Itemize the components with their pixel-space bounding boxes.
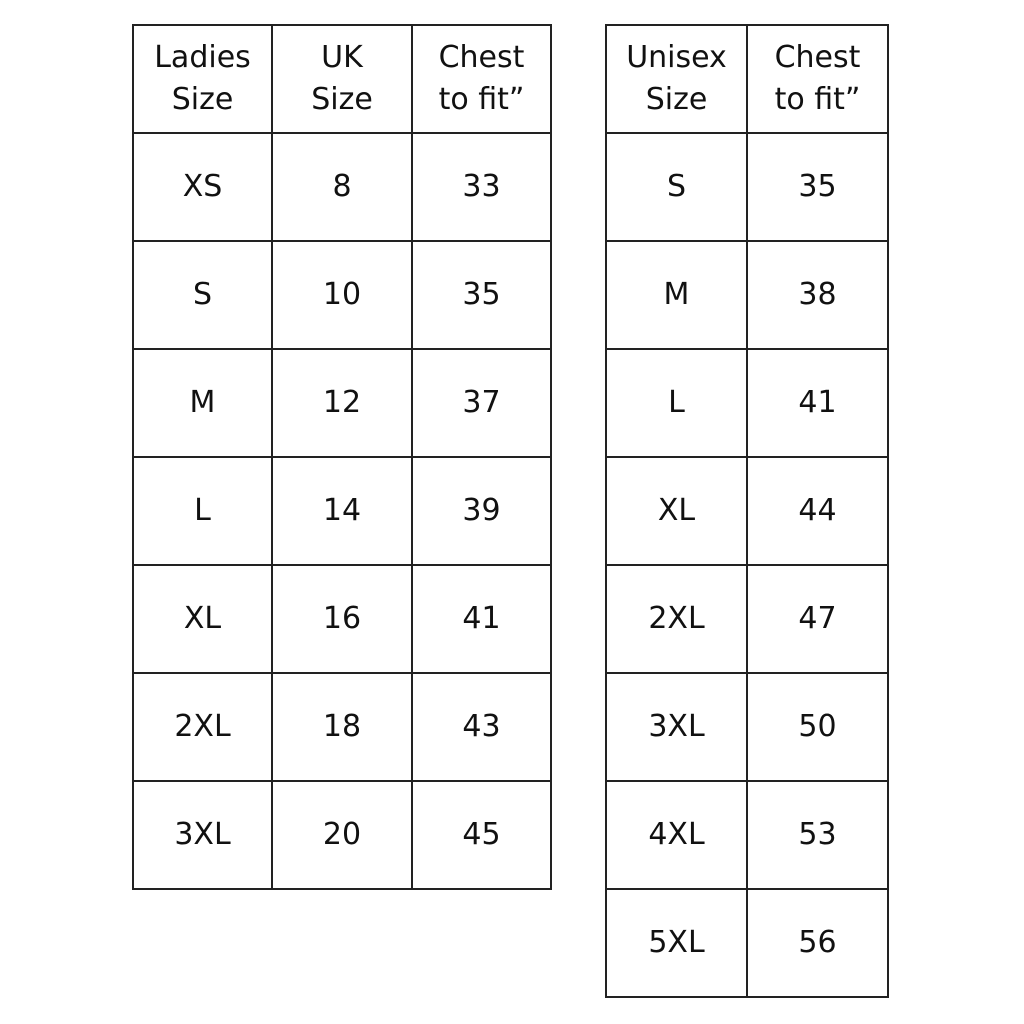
- table-row: [606, 781, 888, 889]
- chest-cell: 38: [747, 241, 888, 349]
- header-line: Size: [311, 82, 373, 117]
- ladies-size-cell: 3XL: [133, 781, 272, 889]
- ladies-size-cell: XS: [133, 133, 272, 241]
- uk-size-cell: 10: [272, 241, 412, 349]
- chest-cell: 43: [412, 673, 551, 781]
- unisex-size-cell: 3XL: [606, 673, 747, 781]
- header-unisex-size: [606, 25, 747, 133]
- header-chest-to-fit: [412, 25, 551, 133]
- header-line: Unisex: [626, 40, 727, 75]
- ladies-size-cell: M: [133, 349, 272, 457]
- header-line: UK: [321, 40, 363, 75]
- unisex-size-cell: XL: [606, 457, 747, 565]
- table-row: [133, 133, 551, 241]
- header-line: to fit”: [438, 82, 525, 117]
- uk-size-cell: 14: [272, 457, 412, 565]
- unisex-size-cell: L: [606, 349, 747, 457]
- chest-cell: 35: [412, 241, 551, 349]
- unisex-size-cell: 2XL: [606, 565, 747, 673]
- table-row: [606, 565, 888, 673]
- chest-cell: 33: [412, 133, 551, 241]
- unisex-size-cell: 5XL: [606, 889, 747, 997]
- ladies-size-table: [132, 24, 552, 890]
- ladies-size-cell: S: [133, 241, 272, 349]
- table-header-row: [606, 25, 888, 133]
- chest-cell: 53: [747, 781, 888, 889]
- header-ladies-size: [133, 25, 272, 133]
- header-line: Chest: [774, 40, 861, 75]
- unisex-size-cell: M: [606, 241, 747, 349]
- table-header-row: [133, 25, 551, 133]
- chest-cell: 56: [747, 889, 888, 997]
- table-row: [133, 349, 551, 457]
- header-line: Ladies: [154, 40, 251, 75]
- table-row: [606, 133, 888, 241]
- unisex-size-table: [605, 24, 889, 998]
- header-line: Chest: [438, 40, 525, 75]
- chest-cell: 44: [747, 457, 888, 565]
- table-row: [133, 241, 551, 349]
- header-line: to fit”: [774, 82, 861, 117]
- table-row: [133, 673, 551, 781]
- header-line: Size: [645, 82, 708, 117]
- uk-size-cell: 8: [272, 133, 412, 241]
- table-row: [133, 565, 551, 673]
- chest-cell: 39: [412, 457, 551, 565]
- table-row: [606, 889, 888, 997]
- ladies-size-cell: L: [133, 457, 272, 565]
- uk-size-cell: 12: [272, 349, 412, 457]
- chest-cell: 37: [412, 349, 551, 457]
- header-chest-to-fit: [747, 25, 888, 133]
- chest-cell: 50: [747, 673, 888, 781]
- header-line: Size: [171, 82, 234, 117]
- unisex-size-cell: S: [606, 133, 747, 241]
- table-row: [606, 241, 888, 349]
- chest-cell: 47: [747, 565, 888, 673]
- ladies-size-cell: 2XL: [133, 673, 272, 781]
- chest-cell: 45: [412, 781, 551, 889]
- uk-size-cell: 18: [272, 673, 412, 781]
- ladies-size-cell: XL: [133, 565, 272, 673]
- table-row: [606, 673, 888, 781]
- table-row: [133, 457, 551, 565]
- header-uk-size: [272, 25, 412, 133]
- chest-cell: 41: [747, 349, 888, 457]
- unisex-size-cell: 4XL: [606, 781, 747, 889]
- table-row: [133, 781, 551, 889]
- chest-cell: 35: [747, 133, 888, 241]
- uk-size-cell: 20: [272, 781, 412, 889]
- table-row: [606, 349, 888, 457]
- chest-cell: 41: [412, 565, 551, 673]
- uk-size-cell: 16: [272, 565, 412, 673]
- table-row: [606, 457, 888, 565]
